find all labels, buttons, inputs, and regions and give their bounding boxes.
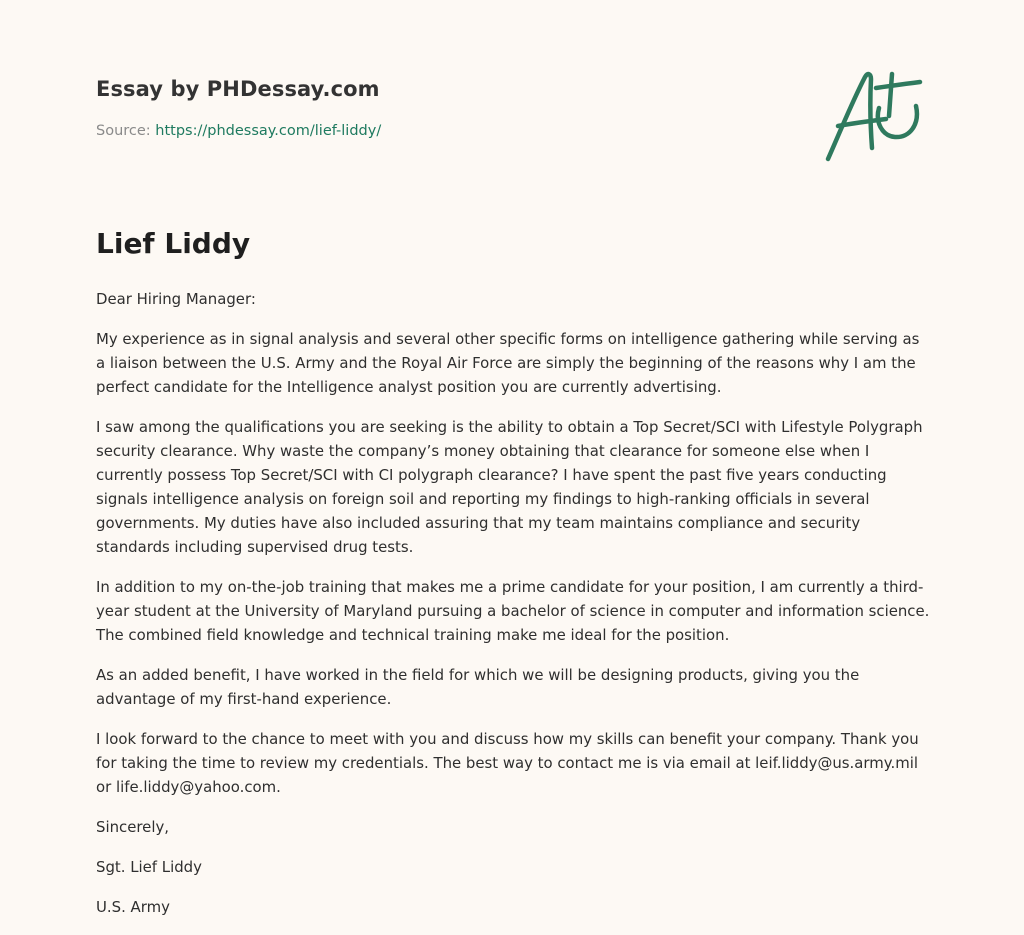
- a-plus-logo-icon: [818, 66, 930, 166]
- site-title: Essay by PHDessay.com: [96, 77, 380, 101]
- essay-paragraph: Sincerely,: [96, 818, 170, 836]
- essay-paragraph: Sgt. Lief Liddy: [96, 858, 202, 876]
- essay-paragraph: Dear Hiring Manager:: [96, 290, 256, 308]
- page-header: [96, 74, 656, 141]
- source-line: [96, 121, 656, 141]
- source-label: Source:: [96, 123, 151, 139]
- essay-paragraph: As an added benefit, I have worked in the field for which we will be designing products, giving you the advantage of my first-hand experience.: [96, 666, 860, 708]
- essay-paragraph: In addition to my on-the-job training that makes me a prime candidate for your position, I am currently a third-year student at the University of Maryland pursuing a bachelor of science in computer and information science. The combined field knowledge and technical training make me ideal for the position.: [96, 578, 930, 644]
- essay-paragraph: My experience as in signal analysis and several other specific forms on intelligence gathering while serving as a liaison between the U.S. Army and the Royal Air Force are simply the beginning of the reasons why I am the perfect candidate for the Intelligence analyst position you are currently advertising.: [96, 330, 920, 396]
- essay-paragraph: I saw among the qualifications you are seeking is the ability to obtain a Top Secret/SCI with Lifestyle Polygraph security clearance. Why waste the company’s money obtaining that clearance for someone else when I currently possess Top Secret/SCI with CI polygraph clearance? I have spent the past five years conducting signals intelligence analysis on foreign soil and reporting my findings to high-ranking officials in several governments. My duties have also included assuring that my team maintains compliance and security standards including supervised drug tests.: [96, 418, 923, 556]
- source-link[interactable]: https://phdessay.com/lief-liddy/: [155, 123, 382, 139]
- essay-title: Lief Liddy: [96, 227, 251, 260]
- essay-paragraph: I look forward to the chance to meet with you and discuss how my skills can benefit your company. Thank you for taking the time to review my credentials. The best way to contact me is via email at leif.liddy@us.army.mil or life.liddy@yahoo.com.: [96, 730, 919, 796]
- essay-body: [96, 287, 932, 935]
- essay-paragraph: U.S. Army: [96, 898, 170, 916]
